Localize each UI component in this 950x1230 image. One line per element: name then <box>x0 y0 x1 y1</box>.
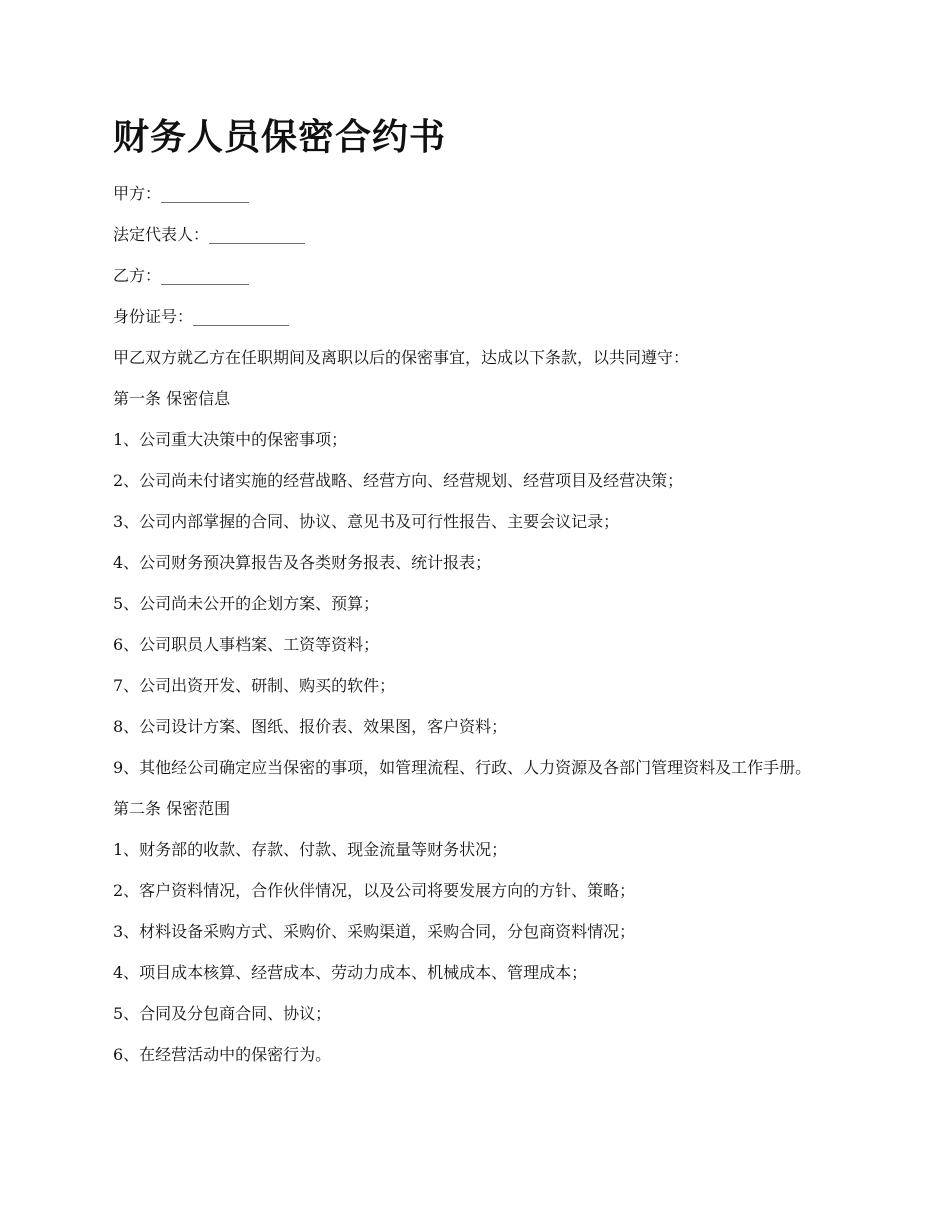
article-1-item: 5、公司尚未公开的企划方案、预算； <box>113 594 380 613</box>
article-2-item: 2、客户资料情况，合作伙伴情况，以及公司将要发展方向的方针、策略； <box>113 881 636 900</box>
intro-paragraph: 甲乙双方就乙方在任职期间及离职以后的保密事宜，达成以下条款，以共同遵守： <box>113 348 690 367</box>
field-blank: ____________ <box>209 225 306 244</box>
field-blank: ___________ <box>161 184 250 203</box>
article-2-item: 4、项目成本核算、经营成本、劳动力成本、机械成本、管理成本； <box>113 963 588 982</box>
field-party-a <box>113 184 838 204</box>
document-title: 财务人员保密合约书 <box>113 116 447 158</box>
field-party-b <box>113 266 838 286</box>
article-2-item: 5、合同及分包商合同、协议； <box>113 1004 332 1023</box>
article-1-heading: 第一条 保密信息 <box>113 389 231 408</box>
article-2-item: 6、在经营活动中的保密行为。 <box>113 1045 332 1064</box>
field-label: 身份证号： <box>113 307 194 326</box>
article-1-item: 1、公司重大决策中的保密事项； <box>113 430 348 449</box>
article-1-item: 7、公司出资开发、研制、购买的软件； <box>113 676 396 695</box>
document-page <box>113 112 838 1086</box>
article-1-item: 4、公司财务预决算报告及各类财务报表、统计报表； <box>113 553 492 572</box>
article-1-item: 3、公司内部掌握的合同、协议、意见书及可行性报告、主要会议记录； <box>113 512 620 531</box>
field-id-number <box>113 307 838 327</box>
article-1-item: 6、公司职员人事档案、工资等资料； <box>113 635 380 654</box>
field-label: 法定代表人： <box>113 225 210 244</box>
article-2-item: 3、材料设备采购方式、采购价、采购渠道，采购合同，分包商资料情况； <box>113 922 636 941</box>
article-2-item: 1、财务部的收款、存款、付款、现金流量等财务状况； <box>113 840 508 859</box>
field-legal-representative <box>113 225 838 245</box>
article-1-item: 8、公司设计方案、图纸、报价表、效果图，客户资料； <box>113 717 508 736</box>
article-1-item: 2、公司尚未付诸实施的经营战略、经营方向、经营规划、经营项目及经营决策； <box>113 471 684 490</box>
article-2-heading: 第二条 保密范围 <box>113 799 231 818</box>
field-blank: ____________ <box>193 307 290 326</box>
field-label: 甲方： <box>113 184 162 203</box>
article-1-item: 9、其他经公司确定应当保密的事项，如管理流程、行政、人力资源及各部门管理资料及工作手册。 <box>113 758 812 777</box>
field-label: 乙方： <box>113 266 162 285</box>
field-blank: ___________ <box>161 266 250 285</box>
